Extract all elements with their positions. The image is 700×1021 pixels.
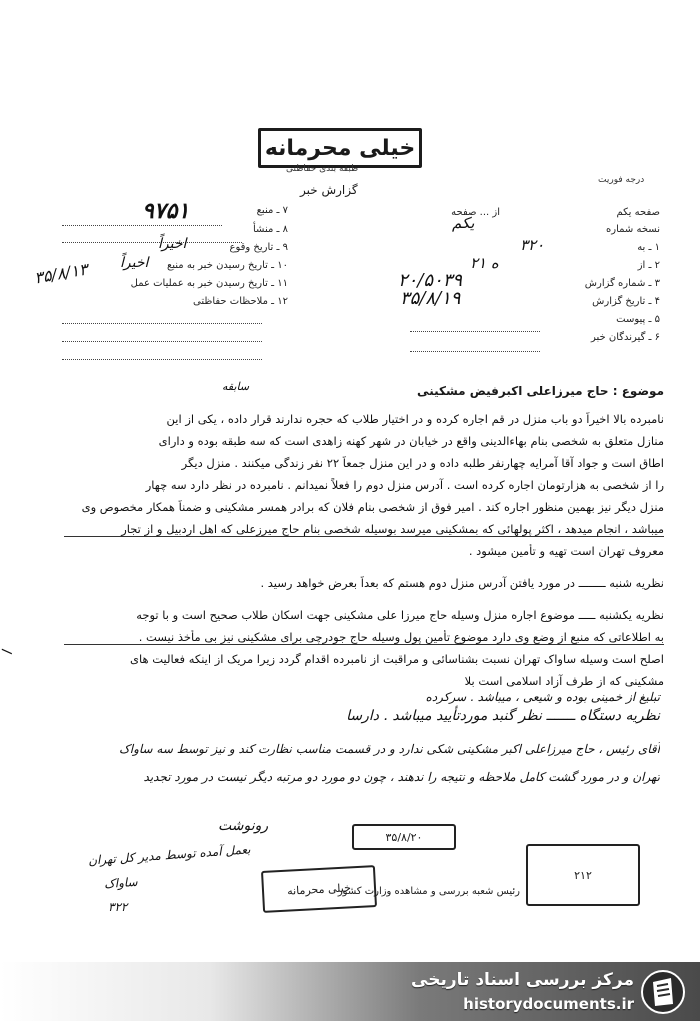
evaluation-note-line: مشکینی که از طرف آزاد اسلامی است بلا — [464, 674, 664, 688]
field-attachment: ۵ ـ پیوست — [616, 314, 660, 325]
evaluation-note-tail: تبلیغ از خمینی بوده و شیعی ، میباشد . سرکرده — [425, 690, 660, 704]
field-source-value: ۹۷۵۱ — [142, 198, 190, 224]
body-line: معروف تهران است تهیه و تأمین میشود . — [468, 544, 664, 558]
handwritten-line: تهران و در مورد گشت کامل ملاحظه و نتیجه را ندهند ، چون دو مورد دو مرتبه دیگر نیست در مورد تجدید — [143, 770, 660, 784]
field-copy-value: یکم — [452, 214, 475, 232]
field-origin: ۸ ـ منشأ — [252, 224, 288, 235]
field-received-date: ۱۰ ـ تاریخ رسیدن خبر به منبع — [166, 260, 288, 271]
field-to: ۱ ـ به — [637, 242, 660, 253]
classification-subtitle: طبقه بندی حفاظتی — [286, 164, 359, 174]
field-event-date-value: اخیراً — [158, 236, 187, 252]
body-line: میباشد ، انجام میدهد ، اکثر پولهائی که بمشکینی میرسد بوسیله شخصی بنام حاج میرزعلی که اهل اردبیل و از تجار — [64, 522, 664, 537]
margin-note: سابقه — [222, 380, 250, 393]
margin-hand-mark: ا — [0, 649, 17, 657]
field-operation-date: ۱۱ ـ تاریخ رسیدن خبر به عملیات عمل — [130, 278, 288, 289]
field-security-notes: ۱۲ ـ ملاحظات حفاظتی — [193, 296, 288, 307]
archive-logo-icon — [640, 968, 686, 1016]
field-report-date-value: ۳۵/۸/۱۹ — [400, 288, 461, 309]
handwritten-signature: بعمل آمده توسط مدیر کل تهران — [87, 842, 251, 868]
urgency-label: درجه فوریت — [598, 175, 645, 185]
classification-stamp — [258, 128, 422, 168]
director-note: نظریه دستگاه ـــــــ نظر گنبد موردتأیید میباشد . دارسا — [346, 708, 660, 724]
field-recipients: ۶ ـ گیرندگان خبر — [590, 332, 660, 343]
field-event-date: ۹ ـ تاریخ وقوع — [229, 242, 288, 253]
field-divider — [62, 358, 262, 360]
date-stamp: ۳۵/۸/۲۰ — [352, 824, 456, 850]
source-note: نظریه شنبه ــــــــ در مورد یافتن آدرس منزل دوم هستم که بعداً بعرض خواهد رسید . — [260, 576, 664, 590]
handwritten-line: آقای رئیس ، حاج میرزاعلی اکبر مشکینی شکی ندارد و در قسمت مناسب نظارت کند و نیز توسط سه ساواک — [119, 742, 660, 756]
body-line: منزل دیگر نیز بهمین منظور اجاره کند . امیر فوق از شخصی بنام فلان که برادر همسر مشکینی و ضمناً همکار مخصوص وی — [81, 500, 664, 514]
field-from: ۲ ـ از — [637, 260, 660, 271]
field-report-date: ۴ ـ تاریخ گزارش — [592, 296, 660, 307]
registration-stamp: ۲۱۲ — [526, 844, 640, 906]
body-line: نامبرده بالا اخیراً دو باب منزل در قم اجاره کرده و در اختیار طلاب که حجره ندارند قرار داده ، یکی از این — [166, 412, 664, 426]
field-divider — [410, 330, 540, 332]
handwritten-number: ۳۲۲ — [108, 900, 128, 914]
field-report-number-value: ۲۰/۵۰۳۹ — [398, 270, 463, 291]
field-operation-date-value: ۳۵/۸/۱۳ — [32, 259, 89, 288]
body-line: را از شخصی به هزارتومان اجاره کرده است . آدرس منزل دوم را فعلاً نمیدانم . نامبرده در نظر دارد سه چهار — [145, 478, 664, 492]
footer-org-name: مرکز بررسی اسناد تاریخی — [411, 970, 634, 990]
footer-url[interactable]: historydocuments.ir — [463, 995, 634, 1013]
evaluation-note-line: به اطلاعاتی که منبع از وضع وی دارد موضوع تأمین پول وسیله حاج جودرچی برای مشکینی نیز بی مأخذ نیست . — [64, 630, 664, 645]
field-divider — [62, 241, 242, 243]
evaluation-note-line: اصلح است وسیله ساواک تهران نسبت بشناسائی و مراقبت از نامبرده اقدام گردد زیرا مریک از اینکه فعالیت های — [130, 652, 664, 666]
field-received-date-value: اخیراً — [120, 255, 149, 271]
field-divider — [62, 224, 222, 226]
field-divider — [62, 322, 262, 324]
subject-line: موضوع : حاج میرزاعلی اکبرفیض مشکینی — [417, 384, 664, 398]
evaluation-note-line: نظریه یکشنبه ـــــ موضوع اجاره منزل وسیله حاج میرزا علی مشکینی جهت اسکان طلاب صحیح است و با توجه — [136, 608, 664, 622]
body-line: منازل متعلق به شخصی بنام بهاءالدینی واقع در خیابان در شهر کهنه زاهدی است که سه طبقه بوده و دارای — [158, 434, 664, 448]
body-line: اطاق است و جواد آقا آمرایه چهارنفر طلبه داده و در این منزل جمعاً ۲۲ نفر زندگی میکنند . منزل دیگر — [181, 456, 664, 470]
classification-stamp-text: خیلی محرمانه — [264, 135, 416, 161]
report-title: گزارش خبر — [300, 183, 358, 197]
field-divider — [62, 340, 262, 342]
field-divider — [410, 350, 540, 352]
field-page: صفحه یکم — [616, 207, 660, 218]
round-stamp: خیلی محرمانه — [261, 865, 377, 913]
field-copy: نسخه شماره — [606, 224, 660, 235]
field-source: ۷ ـ منبع — [256, 205, 288, 216]
field-to-value: ۳۲۰ — [520, 236, 545, 254]
field-from-value: ۲۱ ه — [470, 254, 499, 272]
handwritten-signature: رونوشت — [218, 818, 269, 834]
bottom-signatures: رئیس شعبه بررسی و مشاهده وزارت کشور — [337, 886, 520, 897]
handwritten-signature: ساواک — [103, 874, 139, 892]
field-page-value: از ... صفحه — [451, 207, 500, 218]
field-report-number: ۳ ـ شماره گزارش — [584, 278, 660, 289]
